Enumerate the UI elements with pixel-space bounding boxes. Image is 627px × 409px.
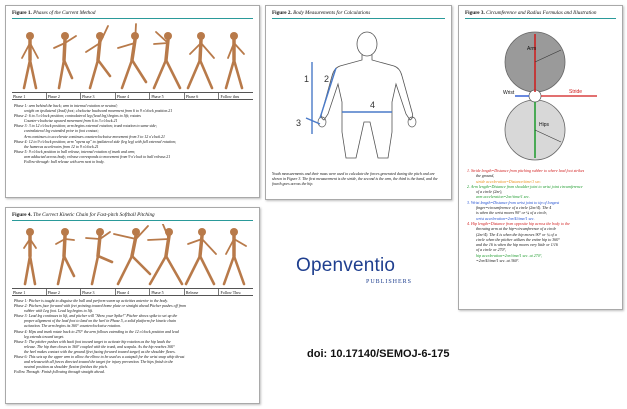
description-line: the heel makes contact with the ground (feet facing forward toward target) as the shoulder flexes. (24, 349, 176, 354)
wrist-label: Wrist (503, 90, 515, 96)
description-line: proper alignment of the lead foot to land on the heel in Phase 5, a solid platform for kinetic chain (24, 319, 177, 324)
openventio-logo (296, 255, 432, 299)
description-line: contralateral leg extended prior to foot contact; (24, 129, 99, 134)
figure-3-illustration (465, 22, 616, 162)
stride-label: Stride (569, 89, 583, 95)
figure-2-rule (272, 18, 445, 19)
figure-4-pitcher-sequence (12, 224, 255, 286)
description-line: 2. Arm length=Distance from shoulder joint to wrist joint circumference (467, 183, 583, 189)
description-line: the ground, (476, 173, 495, 179)
description-line: Phase 1: Pitcher is taught to disguise the ball and perform warm up activities anterior to the body. (14, 299, 168, 303)
description-line: Phase 3: Lead leg continues to lift, and pitcher will "Show your Spike!" Pitcher shows spike to set up the (14, 314, 178, 319)
description-line: 4. Hip length=Distance from opposite hip across the body to the (467, 220, 570, 226)
figure-4-phase-bar (12, 288, 253, 296)
figure-1-rule (12, 18, 253, 19)
description-line: Counter-clockwise upward movement from 6 to 3 o'clock.21 (24, 119, 118, 124)
description-line: is when the wrist moves 90° or ¼ of a circle, (476, 210, 548, 216)
description-line: Phase 2: Pitchers face forward with feet pointing toward home plate or straight ahead Pitcher pushes off from (14, 304, 186, 309)
description-line: stride acceleration=Distance/time/1 sec. (476, 178, 542, 184)
description-line: Follow-through: ball release with arm next to body. (24, 160, 105, 165)
figure-2-illustration (272, 22, 445, 162)
pitcher-figure (56, 228, 74, 284)
description-line: Phase 6: This sets up the upper arm to allow the elbow to be used as a catapult for the wrist snap whip thrust (14, 355, 185, 360)
figure-4-title: Figure 4. The Correct Kinetic Chain for Fast-pitch Softball Pitching (12, 212, 155, 218)
pitcher-figure (114, 226, 150, 284)
body-outline-diagram (272, 22, 447, 162)
description-line: 3. Wrist length=Distance from wrist joint to tip of longest (467, 199, 560, 205)
description-line: arm adducted across body; release corresponds to movement from 9 o'clock to ball release.21 (24, 154, 171, 159)
description-line: Phase 4: Hips and trunk rotate back to 270° the arm follows extending to the 12 o'clock position and lead (14, 329, 179, 334)
measure-label-2: 2 (324, 74, 330, 84)
description-line: leg extends toward target. (24, 334, 65, 339)
logo-subtitle: PUBLISHERS (366, 279, 413, 285)
phase-label: Phase 1 (12, 289, 47, 295)
description-line: finger=circumference of a circle (2πr/4). The 4 (476, 205, 552, 211)
figure-1-illustration (12, 22, 253, 90)
pitcher-figure (226, 32, 244, 88)
phase-label: Phase 5 (150, 93, 185, 99)
pitcher-figure (86, 26, 110, 88)
phase-label: Release (185, 289, 220, 295)
description-line: circle when the pitcher utilizes the entire hip to 360° (476, 236, 560, 242)
description-line: Phase 5: 9 o'clock position to ball release, internal rotation of trunk and arm; (14, 149, 136, 154)
description-line: of a circle or 270°, (476, 247, 507, 253)
figure-2-panel (265, 5, 452, 200)
description-line: of a circle (2πr), (476, 189, 503, 195)
description-line: weight on ipsilateral (lead) foot; clockwise backward movement from 6 to 9 o'clock position.21 (24, 109, 173, 114)
description-line: Phase 2: 6 to 3 o'clock position; contralateral leg (lead leg) begins to lift; rotates (14, 114, 141, 119)
description-line: Phase 1: arm behind the back; arm in internal rotation or neutral; (14, 104, 118, 108)
figure-3-rule (465, 18, 616, 19)
logo-wordmark: Openventio (296, 255, 396, 276)
description-line: Phase 4: 12 to 9 o'clock position; arm "opens up" to ipsilateral side (leg leg) with full external rotation; (14, 139, 177, 144)
measure-label-1: 1 (304, 74, 310, 84)
phase-label: Phase 4 (116, 93, 151, 99)
phase-label: Follow thru (220, 93, 240, 99)
figure-1-panel (5, 5, 260, 198)
description-line: Phase 5: The pitcher pushes with back foot toward target to activate hip rotation as the hip leads the (14, 339, 171, 344)
figure-1-pitcher-sequence (12, 22, 255, 90)
description-line: and the 16 is when the hip moves very little or 1/16 (476, 242, 558, 248)
description-line: rubber with Leg foot. Lead leg begins to lift. (24, 309, 93, 314)
figure-4-illustration (12, 224, 253, 286)
figure-2-description: Youth measurements and their mass were used to calculate the forces generated during the pitch and are shown in Figure 3. The first measurement is the stride, the second is the arm, the third is the hand, and the fourth goes across the hip. (272, 172, 438, 187)
pitcher-figure (224, 228, 246, 284)
description-line: 1. Stride length=Distance from pitching rubber to where lead foot strikes (467, 168, 585, 173)
figure-4-description (14, 299, 253, 375)
description-line: hip acceleration=2πr/time/1 sec. at 270°, (476, 252, 543, 258)
description-line: Phase 3: 3 to 12 o'clock position; arm begins external rotation; trunk rotation to same side; (14, 124, 158, 129)
phase-label: Phase 5 (150, 289, 185, 295)
pitcher-figure (118, 24, 146, 88)
measure-label-3: 3 (296, 118, 302, 128)
phase-label: Phase 1 (12, 93, 47, 99)
figure-4-rule (12, 220, 253, 221)
hips-label: Hips (539, 122, 550, 128)
pitcher-figure (154, 32, 180, 88)
arm-label: Arm (527, 46, 537, 52)
measure-label-4: 4 (370, 100, 376, 110)
phase-label: Phase 3 (81, 289, 116, 295)
figure-1-description (14, 104, 253, 165)
description-line: Arm continues to accelerate continues counterclockwise movement from 3 to 12 o'clock.21 (24, 134, 165, 139)
pitcher-figure (54, 32, 76, 88)
figure-2-title: Figure 2. Body Measurements for Calculations (272, 10, 371, 16)
description-line: throwing arm at the hip=circumference of a circle (476, 226, 557, 232)
phase-label: Phase 3 (81, 93, 116, 99)
description-line: arm acceleration=2πr/time/1 sec. (476, 194, 530, 200)
circumference-diagram (465, 22, 618, 162)
phase-label: Phase 4 (116, 289, 151, 295)
doi-text: doi: 10.17140/SEMOJ-6-175 (307, 348, 450, 360)
description-line: activation. The arm begins its 360° counterclockwise rotation. (24, 324, 121, 329)
description-line: wrist acceleration=2πr/4/time/1 sec. (476, 215, 535, 221)
description-line: neutral position as shoulder flexion finishes the pitch. (24, 365, 108, 370)
pitcher-figure (24, 228, 36, 284)
description-line: Follow Through: Finish following through straight ahead. (14, 370, 105, 375)
pitcher-figure (186, 228, 216, 284)
phase-label: Follow Thru (220, 289, 241, 295)
description-line: and releasewith all forces directed toward the target for injury prevention. The hips finish in the (24, 360, 174, 365)
figure-3-title: Figure 3. Circumference and Radius Formulas and Illustration (465, 10, 597, 16)
figure-4-panel (5, 207, 260, 404)
pitcher-figure (86, 228, 112, 284)
description-line: =2πr/4/time/1 sec. at 360°. (476, 258, 520, 264)
description-line: release. The hip then closes to 360° coupled with the trunk, and scapula. As the hip reaches 360° (24, 344, 175, 349)
pitcher-figure (188, 32, 214, 88)
figure-3-panel (458, 5, 623, 310)
phase-label: Phase 6 (185, 93, 220, 99)
description-line: (2πr/4). The 4 is when the hip moves 90° or ¼ of a (476, 231, 557, 237)
phase-label: Phase 2 (47, 93, 82, 99)
figure-1-phase-bar (12, 92, 253, 100)
pitcher-figure (22, 32, 38, 88)
phase-label: Phase 2 (47, 289, 82, 295)
figure-1-title: Figure 1. Phases of the Current Method (12, 10, 96, 16)
figure-3-formulas (467, 168, 614, 263)
description-line: the humerus accelerates from 12 to 9 o'clock.21 (24, 144, 99, 149)
pitcher-figure (148, 224, 182, 284)
